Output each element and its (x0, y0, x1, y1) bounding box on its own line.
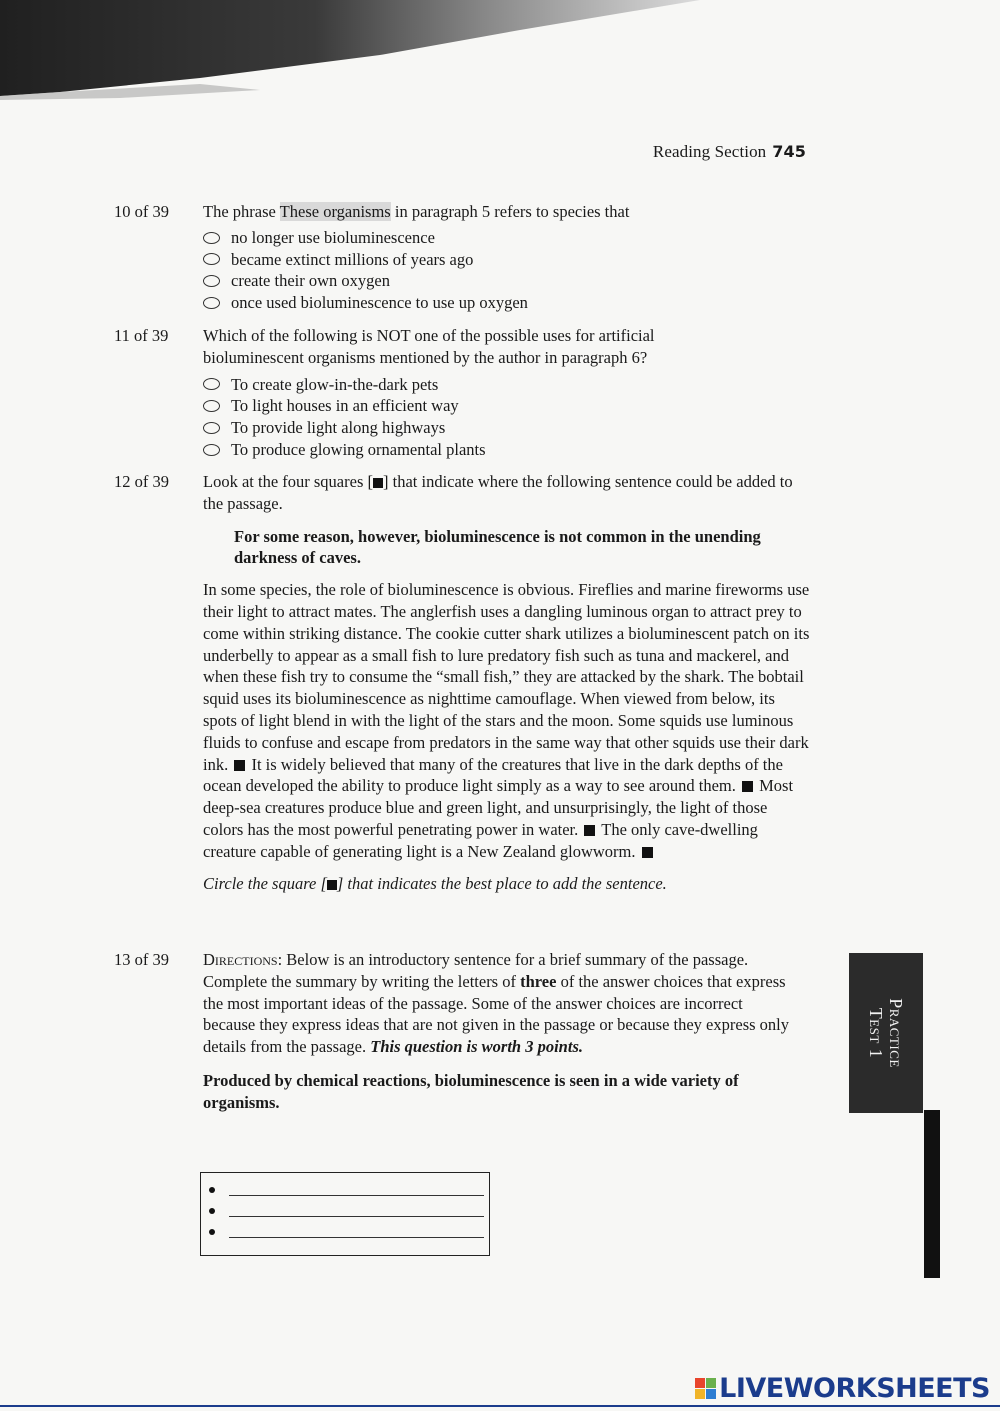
radio-oval-icon[interactable] (203, 297, 220, 309)
edge-strip (924, 1110, 940, 1278)
choice-d[interactable]: To produce glowing ornamental plants (203, 439, 814, 461)
choice-c[interactable]: create their own oxygen (203, 270, 814, 292)
question-11 (114, 325, 814, 461)
bullet-icon (209, 1229, 215, 1235)
liveworksheets-brand[interactable] (695, 1373, 990, 1404)
choice-d[interactable]: once used bioluminescence to use up oxygen (203, 292, 814, 314)
directions: Directions: Below is an introductory sentence for a brief summary of the passage. Complete the summary by writing the letters of three of the answer choices that express the most important ideas of the passage. Some of the answer choices are incorrect because they express ideas that are not given in the passage or because they express only details from the passage. This question is worth 3 points. (203, 950, 789, 1057)
question-number: 10 of 39 (114, 202, 169, 221)
insert-square-1[interactable] (234, 760, 245, 771)
answer-blank-3[interactable] (229, 1225, 484, 1238)
choice-b[interactable]: became extinct millions of years ago (203, 249, 814, 271)
answer-choices (203, 227, 814, 314)
choice-a[interactable]: no longer use bioluminescence (203, 227, 814, 249)
side-tab-line-2: Test 1 (866, 1007, 886, 1059)
footer-rule (0, 1405, 1000, 1407)
highlighted-phrase: These organisms (279, 202, 391, 221)
answer-blank-1[interactable] (229, 1183, 484, 1196)
bullet-icon (209, 1208, 215, 1214)
choice-b[interactable]: To light houses in an efficient way (203, 395, 814, 417)
insert-square-4[interactable] (642, 847, 653, 858)
question-stem: Look at the four squares [ ] that indicate where the following sentence could be added to the passage. (203, 472, 793, 513)
instruction: Circle the square [ ] that indicates the best place to add the sentence. (203, 873, 667, 893)
stem-text: in paragraph 5 refers to species that (390, 202, 630, 221)
question-number: 12 of 39 (114, 472, 169, 491)
radio-oval-icon[interactable] (203, 400, 220, 412)
stem-text: The phrase (203, 202, 280, 221)
radio-oval-icon[interactable] (203, 422, 220, 434)
passage-paragraph: In some species, the role of bioluminescence is obvious. Fireflies and marine fireworms use their light to attract mates. The anglerfish uses a dangling luminous organ to attract prey to come within striking distance. The cookie cutter shark utilizes a bioluminescent patch on its underbelly to appear as a small fish to lure predatory fish such as tuna and mackerel, and when these fish try to consume the “small fish,” they are attacked by the shark. The bobtail squid uses its bioluminescence as nighttime camouflage. When viewed from below, its spots of light blend in with the light of the stars and the moon. Some squids use luminous fluids to confuse and escape from predators in the same way that other squids use their dark ink. It is widely believed that many of the creatures that live in the dark depths of the ocean developed the ability to produce light simply as a way to see around them. Most deep-sea creatures produce blue and green light, and unsurprisingly, the light of those colors has the most powerful penetrating power in water. The only cave-dwelling creature capable of generating light is a New Zealand glowworm. (203, 580, 810, 861)
page-number: 745 (772, 142, 806, 161)
question-number: 13 of 39 (114, 950, 169, 969)
side-tab-line-1: Practice (886, 998, 906, 1068)
question-13 (114, 949, 814, 1130)
summary-answer-box (200, 1172, 490, 1256)
radio-oval-icon[interactable] (203, 444, 220, 456)
insert-sentence: For some reason, however, bioluminescence is not common in the unending darkness of caves. (234, 526, 761, 568)
question-12 (114, 471, 814, 911)
radio-oval-icon[interactable] (203, 275, 220, 287)
radio-oval-icon[interactable] (203, 253, 220, 265)
question-stem: Which of the following is NOT one of the possible uses for artificial bioluminescent organisms mentioned by the author in paragraph 6? (203, 326, 655, 367)
radio-oval-icon[interactable] (203, 378, 220, 390)
bullet-icon (209, 1187, 215, 1193)
question-number: 11 of 39 (114, 326, 169, 345)
question-stem (203, 201, 814, 223)
square-marker-icon (373, 478, 383, 488)
insert-square-2[interactable] (742, 781, 753, 792)
answer-choices (203, 374, 814, 461)
insert-square-3[interactable] (584, 825, 595, 836)
answer-blank-2[interactable] (229, 1204, 484, 1217)
radio-oval-icon[interactable] (203, 232, 220, 244)
section-side-tab (849, 953, 923, 1113)
intro-sentence: Produced by chemical reactions, bioluminescence is seen in a wide variety of organisms. (203, 1070, 739, 1112)
question-10 (114, 201, 814, 314)
square-marker-icon (327, 880, 337, 890)
scan-shadow (0, 0, 1000, 100)
section-title: Reading Section (652, 142, 767, 161)
brand-name: LIVEWORKSHEETS (719, 1373, 990, 1404)
answer-line-2 (209, 1200, 489, 1221)
answer-line-1 (209, 1179, 489, 1200)
page-header (653, 142, 806, 162)
answer-line-3 (209, 1221, 489, 1242)
choice-a[interactable]: To create glow-in-the-dark pets (203, 374, 814, 396)
liveworksheets-logo-icon (695, 1378, 716, 1399)
choice-c[interactable]: To provide light along highways (203, 417, 814, 439)
